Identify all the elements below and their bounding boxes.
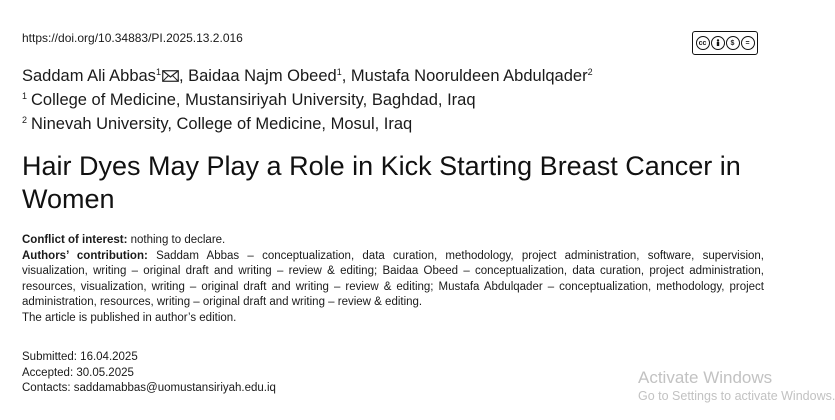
author-name: Saddam Ali Abbas <box>22 67 156 85</box>
cc-icon: cc <box>696 36 710 50</box>
submitted-date: Submitted: 16.04.2025 <box>22 351 138 363</box>
activate-windows-watermark: Activate Windows Go to Settings to activate Windows. <box>638 368 835 403</box>
affiliation-1: $^1$ College of Medicine, Mustansiriyah University, Baghdad, Iraq <box>22 91 476 109</box>
article-dates <box>22 350 276 397</box>
edition-note: The article is published in author’s edition. <box>22 311 237 324</box>
accepted-date: Accepted: 30.05.2025 <box>22 366 134 379</box>
doi-link[interactable]: https://doi.org/10.34883/PI.2025.13.2.016 <box>22 31 243 45</box>
envelope-icon[interactable] <box>162 70 179 82</box>
article-declarations <box>22 233 764 326</box>
author-list: Saddam Ali Abbas$^1$ , Baidaa Najm Obeed$^1$, Mustafa Nooruldeen Abdulqader$^2$ <box>22 67 593 85</box>
affiliation-marker: 1 <box>336 67 342 77</box>
nd-icon: = <box>741 36 755 50</box>
author-name: Mustafa Nooruldeen Abdulqader <box>350 67 588 85</box>
contact-email[interactable]: Contacts: saddamabbas@uomustansiriyah.edu.iq <box>22 382 276 394</box>
affiliation-marker: 1 <box>155 67 161 77</box>
nc-icon: $ <box>726 36 740 50</box>
cc-license-badge[interactable] <box>692 31 758 55</box>
by-icon <box>711 36 725 50</box>
affiliation-2: $^2$ Ninevah University, College of Medicine, Mosul, Iraq <box>22 115 413 133</box>
authors-contribution: Authors’ contribution: Saddam Abbas – conceptualization, data curation, methodology, project administration, software, supervision, visualization, writing – original draft and writing – review & editing; Baidaa Obeed – conceptualization, data curation, project administration, resources, visualization, writing – original draft and writing – review & editing; Mustafa Abdulqader – conceptualization, methodology, project administration, resources, writing – original draft and writing – review & editing. <box>22 249 764 308</box>
conflict-of-interest: Conflict of interest: nothing to declare. <box>22 234 226 246</box>
author-name: Baidaa Najm Obeed <box>188 67 337 85</box>
affiliation-marker: 2 <box>587 67 593 77</box>
article-title: Hair Dyes May Play a Role in Kick Starting Breast Cancer in Women <box>22 151 741 214</box>
